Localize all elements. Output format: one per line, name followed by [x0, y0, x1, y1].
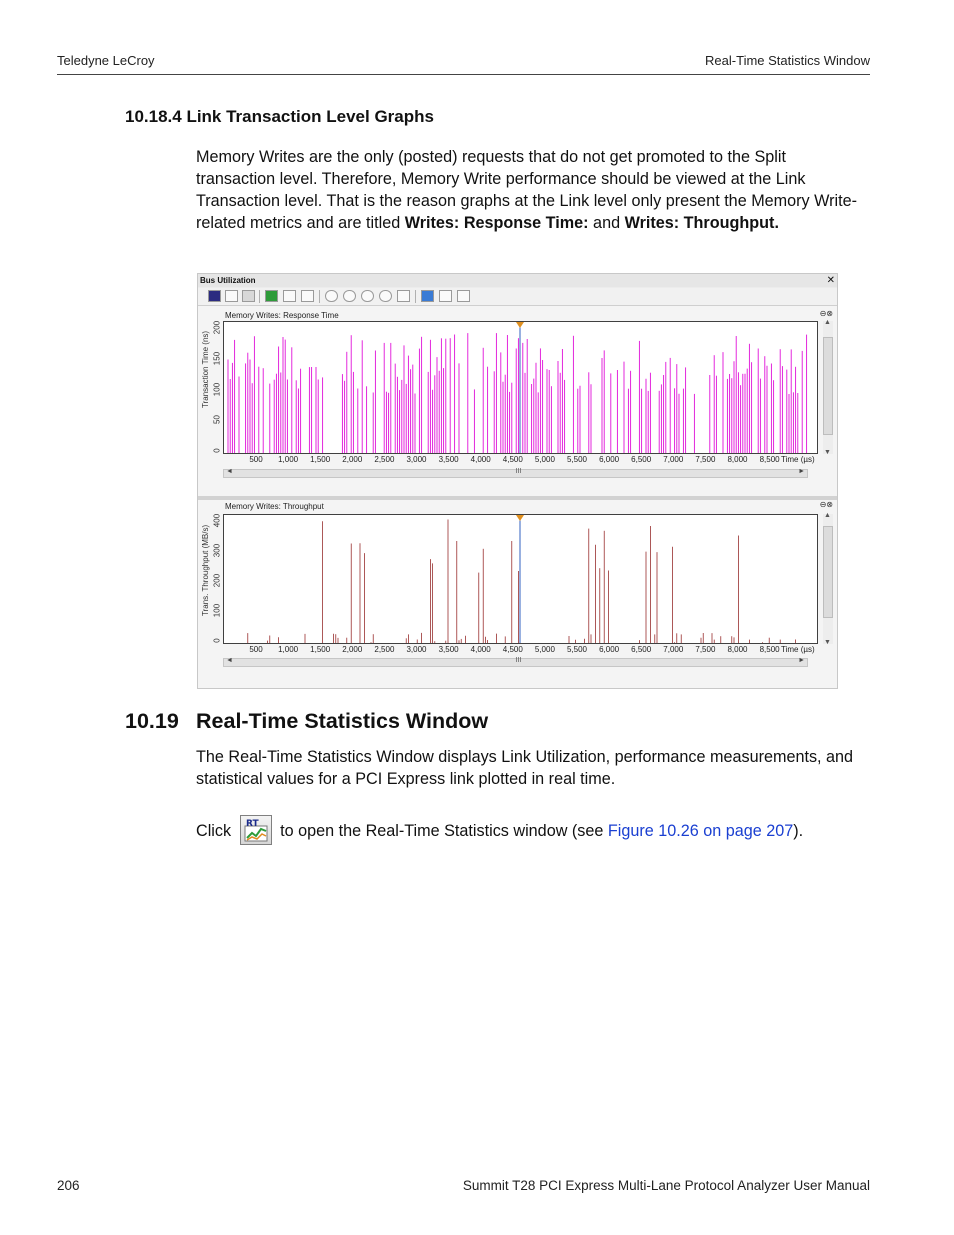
x-tick-label: 8,000 — [727, 645, 748, 654]
click-rest-text: to open the Real-Time Statistics window (see — [280, 822, 608, 840]
zoom-out-icon[interactable] — [343, 290, 356, 302]
mail-icon[interactable] — [225, 290, 238, 302]
section-paragraph — [196, 146, 866, 234]
y-tick-label: 100 — [212, 603, 222, 618]
scroll-left-icon[interactable]: ◄ — [226, 657, 233, 664]
y-axis-label: Transaction Time (ns) — [201, 330, 210, 408]
rt-stats-icon[interactable] — [457, 290, 470, 302]
running-header-right: Real-Time Statistics Window — [705, 53, 870, 68]
x-axis-unit: Time (µs) — [781, 455, 815, 464]
cursor-marker-icon — [516, 515, 524, 521]
pane-title: Memory Writes: Response Time — [225, 311, 339, 320]
y-tick-label: 150 — [212, 351, 222, 365]
scroll-right-icon[interactable]: ► — [798, 468, 805, 475]
x-tick-label: 7,500 — [695, 645, 716, 654]
x-tick-label: 6,500 — [631, 645, 652, 654]
x-tick-label: 2,000 — [342, 455, 363, 464]
section-title: Real-Time Statistics Window — [196, 709, 489, 733]
scroll-up-icon[interactable]: ▲ — [824, 512, 831, 519]
scroll-down-icon[interactable]: ▼ — [824, 449, 831, 456]
scroll-left-icon[interactable]: ◄ — [226, 468, 233, 475]
scroll-grip-icon: III — [515, 468, 522, 475]
x-tick-label: 1,000 — [278, 645, 299, 654]
x-tick-label: 3,500 — [438, 645, 459, 654]
bars-icon[interactable] — [301, 290, 314, 302]
click-end-text: ). — [793, 822, 804, 840]
y-tick-label: 200 — [212, 320, 222, 335]
response-time-pane — [198, 306, 837, 496]
section-heading-10-18-4: 10.18.4 Link Transaction Level Graphs — [125, 107, 434, 126]
paragraph-text: Memory Writes are the only (posted) requests that do not get promoted to the Split transaction level. Therefore, Memory Write performance should be viewed at the Link Transaction level. That is the reason graphs at the Link level only present the Memory Write-related metrics and are titled — [196, 148, 858, 232]
x-tick-label: 7,000 — [663, 645, 684, 654]
scroll-grip-icon: III — [515, 657, 522, 664]
response-time-plot[interactable] — [223, 321, 818, 454]
y-tick-label: 300 — [212, 543, 222, 558]
scroll-up-icon[interactable]: ▲ — [824, 319, 831, 326]
graph-toolbar — [198, 288, 837, 306]
grid-icon[interactable] — [265, 290, 278, 302]
toolbar-separator — [259, 290, 260, 303]
horizontal-scrollbar[interactable] — [223, 658, 808, 667]
section-paragraph: The Real-Time Statistics Window displays Link Utilization, performance measurements, and statistical values for a PCI Express link plotted in real time. — [196, 748, 854, 788]
y-axis-label: Trans. Throughput (MB/s) — [201, 524, 210, 616]
toolbar-separator — [415, 290, 416, 303]
y-tick-label: 50 — [212, 415, 222, 425]
y-tick-label: 0 — [212, 638, 222, 643]
rt-stats-button[interactable] — [240, 815, 272, 845]
click-text: Click — [196, 822, 232, 840]
page-number: 206 — [57, 1178, 80, 1193]
running-header-left: Teledyne LeCroy — [57, 53, 155, 68]
response-time-chart — [224, 322, 817, 453]
manual-title: Summit T28 PCI Express Multi-Lane Protocol Analyzer User Manual — [462, 1178, 870, 1193]
vertical-scrollbar[interactable] — [823, 321, 833, 454]
window-title — [198, 274, 837, 287]
throughput-plot[interactable] — [223, 514, 818, 644]
x-tick-label: 5,000 — [534, 455, 555, 464]
y-tick-label: 200 — [212, 573, 222, 588]
save-icon[interactable] — [208, 290, 221, 302]
x-tick-label: 4,500 — [502, 455, 523, 464]
figure-link[interactable]: Figure 10.26 on page 207 — [607, 822, 794, 840]
header-rule — [57, 74, 870, 75]
rt-button-label: RT — [245, 819, 259, 829]
throughput-chart — [224, 515, 817, 643]
x-tick-label: 7,000 — [663, 455, 684, 464]
x-tick-label: 8,500 — [759, 455, 780, 464]
scroll-thumb[interactable] — [823, 337, 833, 435]
zoom-fit-icon[interactable] — [361, 290, 374, 302]
section-number: 10.19 — [125, 709, 179, 733]
x-tick-label: 500 — [249, 645, 263, 654]
trend-icon[interactable] — [439, 290, 452, 302]
x-tick-label: 5,500 — [566, 455, 588, 464]
x-tick-label: 2,500 — [374, 455, 395, 464]
x-tick-label: 5,000 — [534, 645, 555, 654]
zoom-reset-icon[interactable] — [379, 290, 392, 302]
x-tick-label: 5,500 — [566, 645, 588, 654]
close-icon[interactable]: ✕ — [826, 275, 835, 286]
x-tick-label: 8,500 — [759, 645, 780, 654]
export-icon[interactable] — [421, 290, 434, 302]
scroll-down-icon[interactable]: ▼ — [824, 639, 831, 646]
x-tick-label: 6,500 — [631, 455, 652, 464]
x-tick-label: 2,000 — [342, 645, 363, 654]
x-tick-label: 6,000 — [599, 645, 620, 654]
bold-term-response-time: Writes: Response Time: — [404, 214, 589, 232]
x-tick-label: 7,500 — [695, 455, 716, 464]
scroll-right-icon[interactable]: ► — [798, 657, 805, 664]
print-icon[interactable] — [242, 290, 255, 302]
rt-chart-icon — [242, 817, 270, 843]
split-icon[interactable] — [283, 290, 296, 302]
x-tick-label: 8,000 — [727, 455, 748, 464]
and-text: and — [588, 214, 625, 232]
x-tick-label: 2,500 — [374, 645, 395, 654]
crosshair-icon[interactable] — [397, 290, 410, 302]
x-axis-unit: Time (µs) — [781, 645, 815, 654]
vertical-scrollbar[interactable] — [823, 514, 833, 644]
pane-controls-icon[interactable]: ⊖⊗ — [819, 500, 833, 509]
x-tick-label: 3,000 — [406, 455, 427, 464]
x-tick-label: 4,000 — [470, 455, 491, 464]
cursor-marker-icon — [516, 322, 524, 328]
zoom-in-icon[interactable] — [325, 290, 338, 302]
click-instruction — [196, 815, 866, 845]
section-heading-10-19 — [125, 709, 488, 734]
pane-controls-icon[interactable]: ⊖⊗ — [819, 309, 833, 318]
scroll-thumb[interactable] — [823, 526, 833, 618]
x-tick-label: 1,000 — [278, 455, 299, 464]
x-tick-label: 6,000 — [599, 455, 620, 464]
y-tick-label: 100 — [212, 382, 222, 396]
x-tick-label: 3,500 — [438, 455, 459, 464]
toolbar-separator — [319, 290, 320, 303]
horizontal-scrollbar[interactable] — [223, 469, 808, 478]
bold-term-throughput: Writes: Throughput. — [624, 214, 779, 232]
x-tick-label: 1,500 — [310, 645, 331, 654]
bus-utilization-screenshot — [197, 273, 838, 689]
x-tick-label: 3,000 — [406, 645, 427, 654]
throughput-pane — [198, 500, 837, 688]
x-tick-label: 500 — [249, 455, 263, 464]
pane-title: Memory Writes: Throughput — [225, 502, 324, 511]
y-tick-label: 400 — [212, 513, 222, 528]
x-tick-label: 4,000 — [470, 645, 491, 654]
x-tick-label: 1,500 — [310, 455, 331, 464]
window-title-text: Bus Utilization — [200, 276, 256, 285]
x-tick-label: 4,500 — [502, 645, 523, 654]
y-tick-label: 0 — [212, 448, 222, 453]
